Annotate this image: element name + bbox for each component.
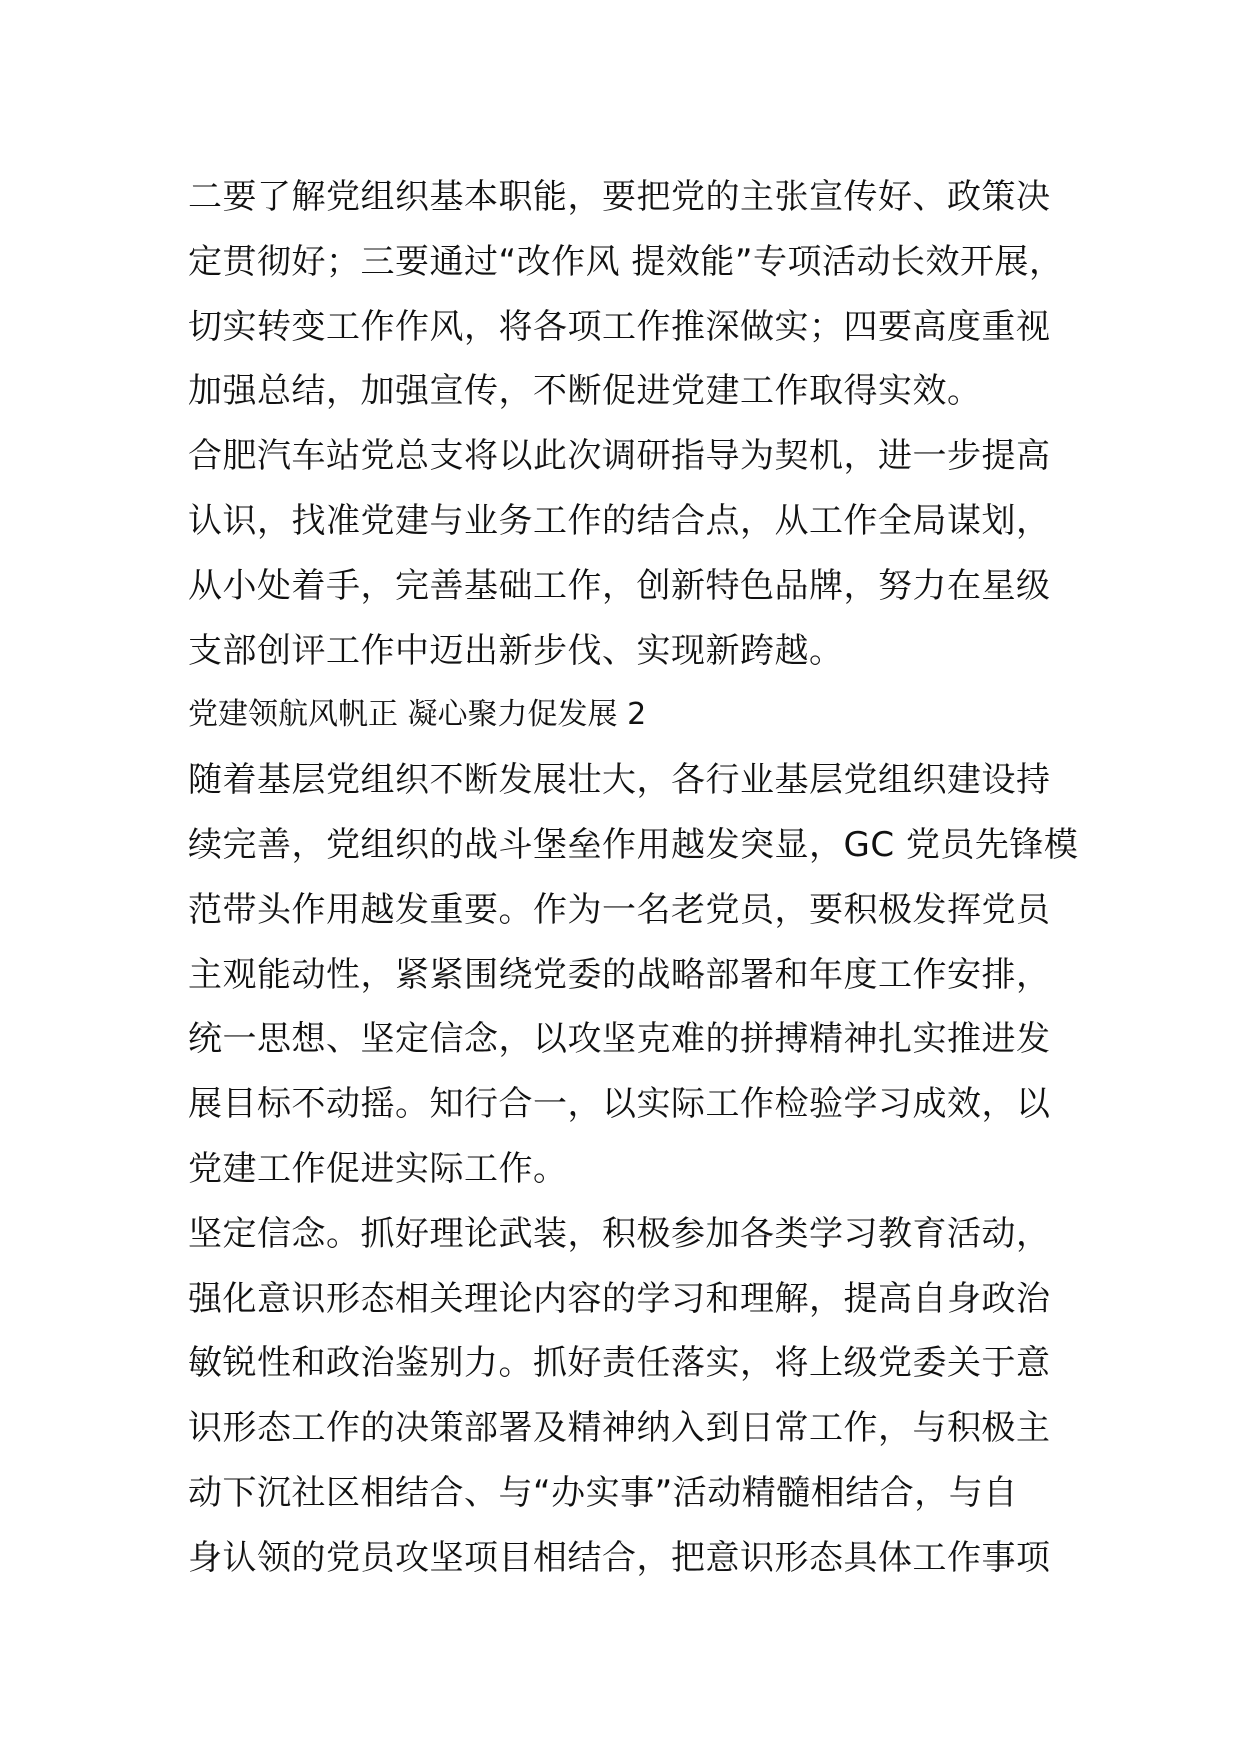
text-line: 范带头作用越发重要。作为一名老党员，要积极发挥党员 (188, 889, 1051, 930)
text-line: 主观能动性，紧紧围绕党委的战略部署和年度工作安排， (188, 954, 1051, 995)
paragraph-3 (188, 748, 1079, 1202)
paragraph-1 (188, 165, 1068, 424)
section-heading: 党建领航风帆正 凝心聚力促发展 2 (188, 697, 647, 733)
document-body (188, 165, 1079, 1591)
paragraph-4 (188, 1202, 1068, 1591)
text-line: 认识，找准党建与业务工作的结合点，从工作全局谋划， (188, 500, 1051, 541)
text-line: 身认领的党员攻坚项目相结合，把意识形态具体工作事项 (188, 1537, 1051, 1578)
text-line: 二要了解党组织基本职能，要把党的主张宣传好、政策决 (188, 177, 1051, 217)
text-line: 识形态工作的决策部署及精神纳入到日常工作，与积极主 (188, 1408, 1051, 1449)
text-line: 切实转变工作作风，将各项工作推深做实；四要高度重视 (188, 306, 1051, 347)
text-line: 随着基层党组织不断发展壮大，各行业基层党组织建设持 (188, 760, 1051, 801)
text-line: 坚定信念。抓好理论武装，积极参加各类学习教育活动， (188, 1213, 1051, 1254)
text-line: 续完善，党组织的战斗堡垒作用越发突显，GC 党员先锋模 (188, 824, 1079, 865)
text-line: 从小处着手，完善基础工作，创新特色品牌，努力在星级 (188, 565, 1051, 606)
text-line: 加强总结，加强宣传，不断促进党建工作取得实效。 (188, 371, 982, 412)
text-line: 动下沉社区相结合、与“办实事”活动精髓相结合，与自 (188, 1472, 1018, 1513)
text-line: 敏锐性和政治鉴别力。抓好责任落实，将上级党委关于意 (188, 1343, 1051, 1384)
text-line: 党建工作促进实际工作。 (188, 1148, 568, 1189)
text-line: 展目标不动摇。知行合一，以实际工作检验学习成效，以 (188, 1084, 1051, 1125)
text-line: 支部创评工作中迈出新步伐、实现新跨越。 (188, 630, 844, 671)
text-line: 统一思想、坚定信念，以攻坚克难的拼搏精神扎实推进发 (188, 1019, 1051, 1060)
text-line: 强化意识形态相关理论内容的学习和理解，提高自身政治 (188, 1278, 1051, 1319)
paragraph-2 (188, 424, 1068, 683)
text-line: 合肥汽车站党总支将以此次调研指导为契机，进一步提高 (188, 436, 1051, 477)
text-line: 定贯彻好；三要通过“改作风 提效能”专项活动长效开展， (188, 241, 1064, 282)
